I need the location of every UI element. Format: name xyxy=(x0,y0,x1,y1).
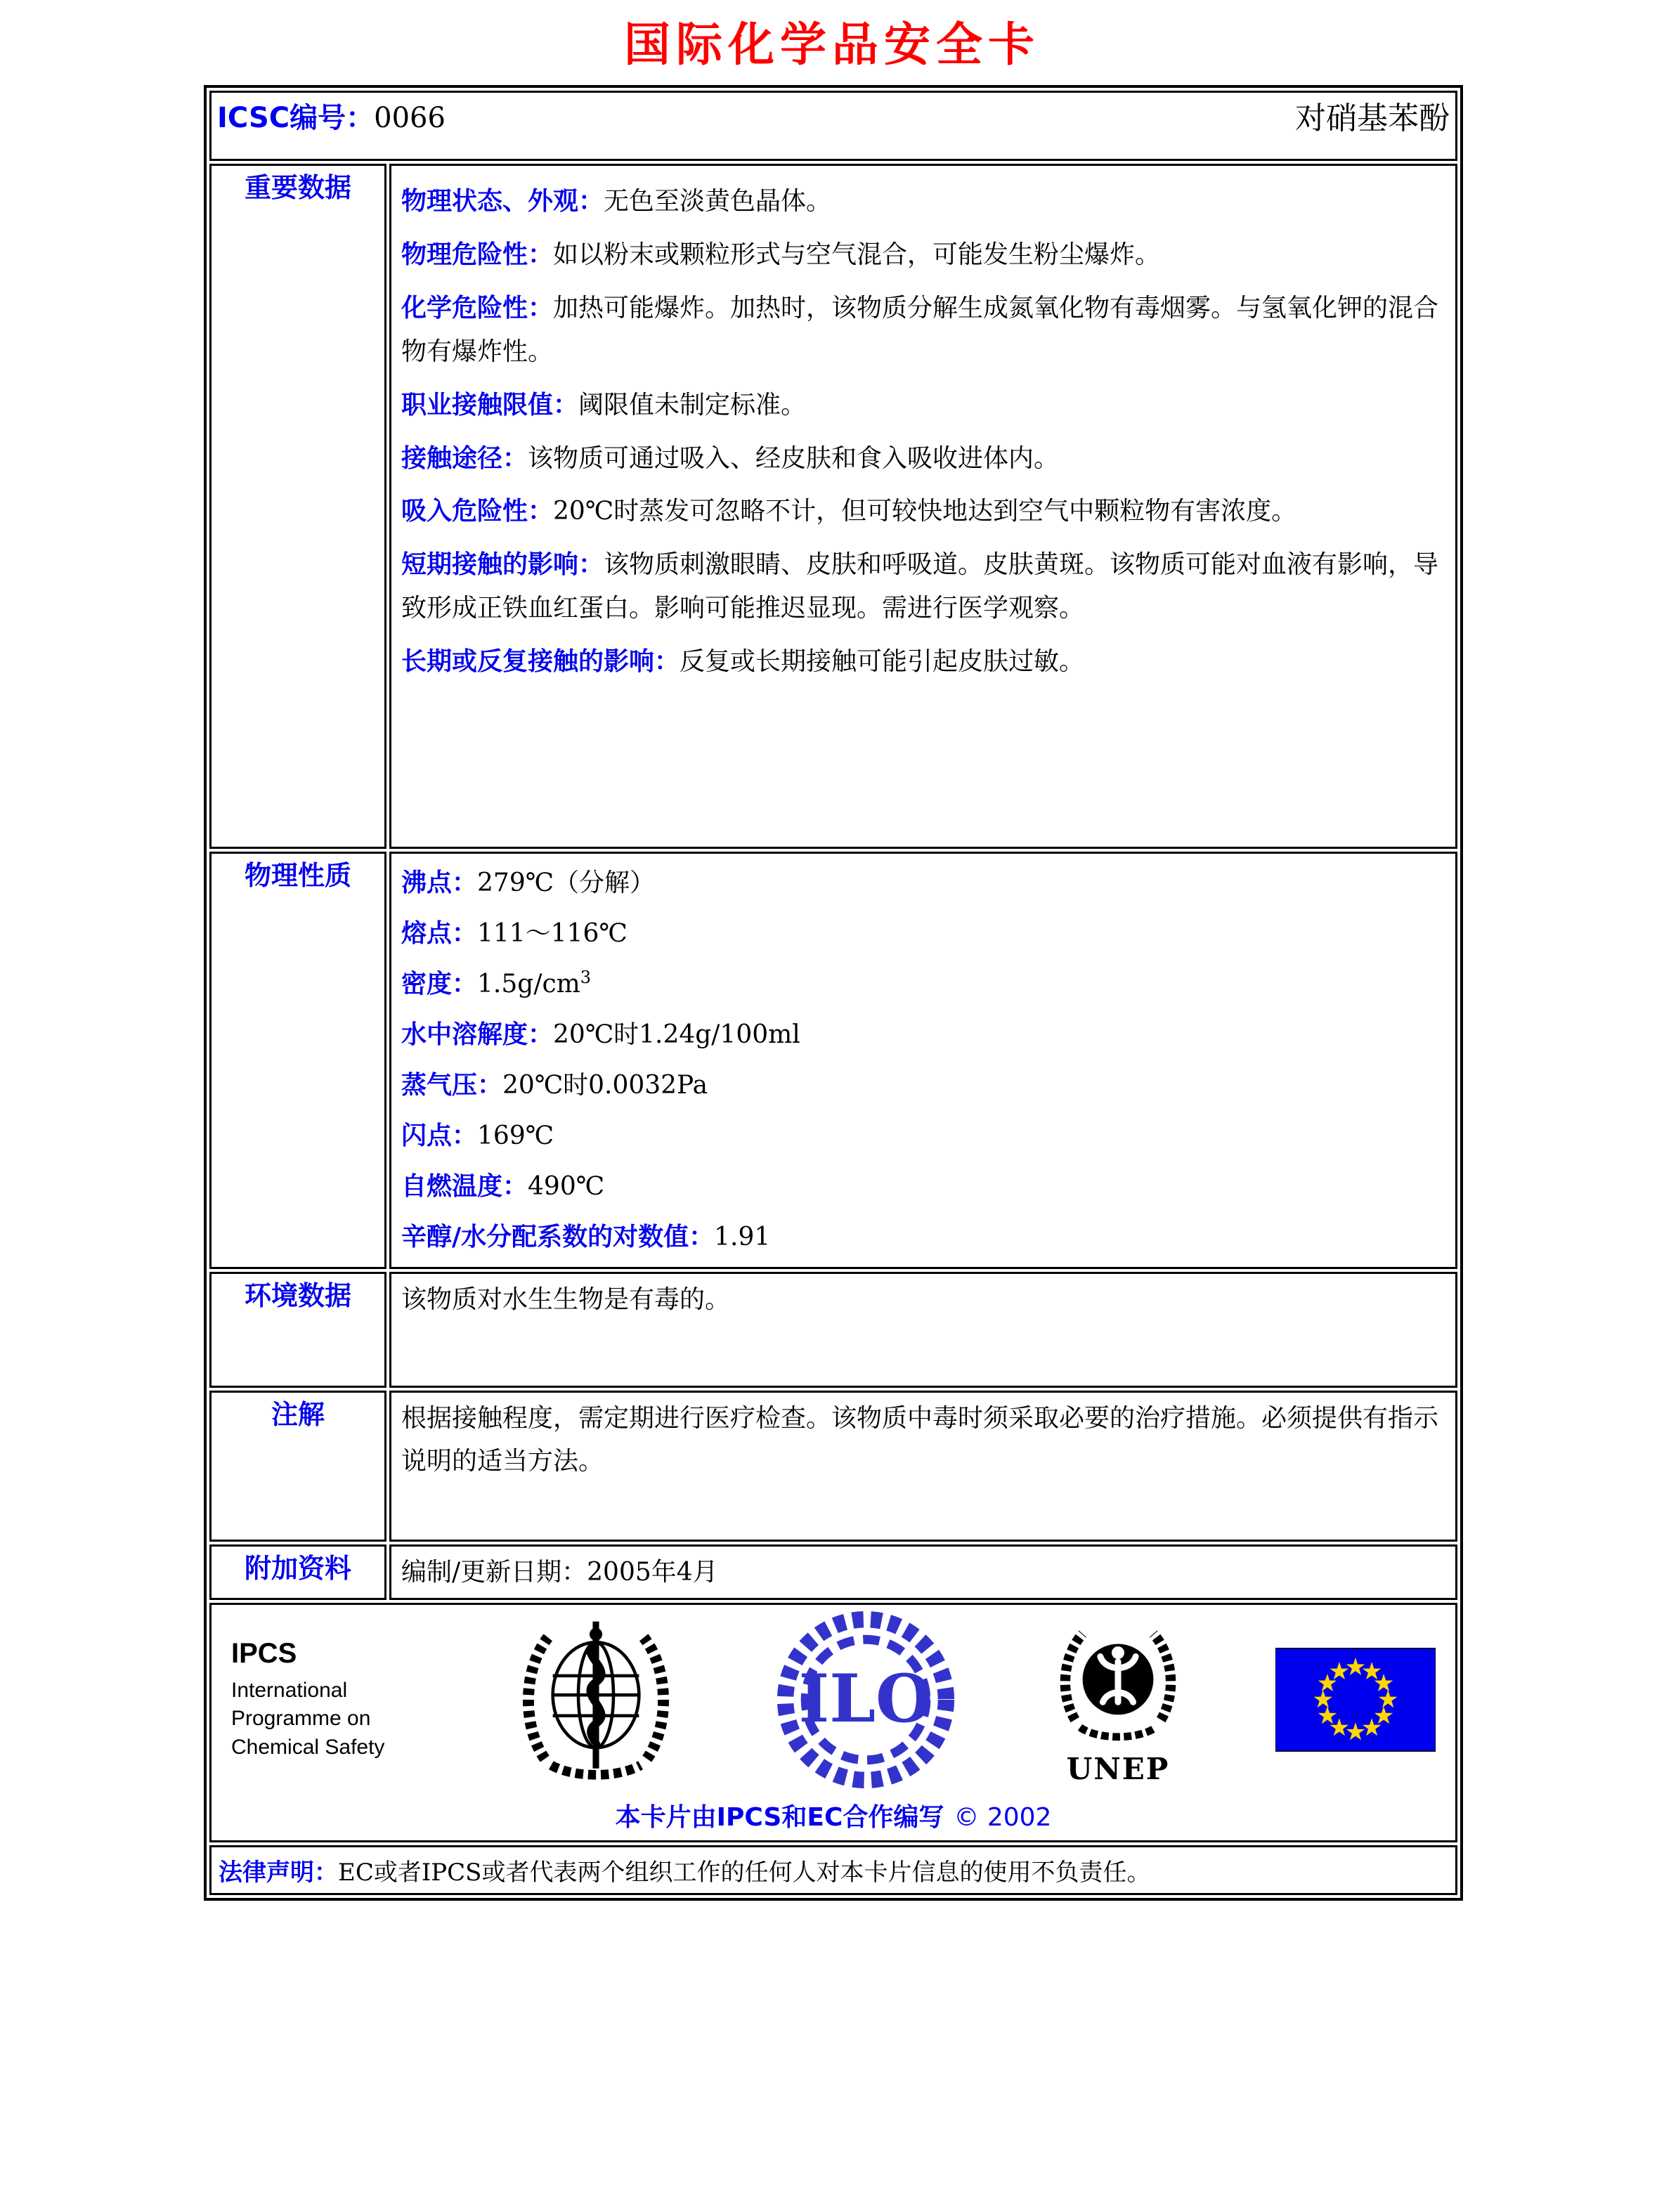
property-item xyxy=(401,1162,1445,1212)
ilo-logo xyxy=(771,1608,961,1791)
environmental-data-label: 环境数据 xyxy=(209,1272,386,1388)
item-text: 无色至淡黄色晶体。 xyxy=(604,187,832,216)
important-data-item xyxy=(401,640,1445,684)
property-item xyxy=(401,858,1445,909)
legal-text: EC或者IPCS或者代表两个组织工作的任何人对本卡片信息的使用不负责任。 xyxy=(338,1859,1151,1887)
header-row xyxy=(209,91,1457,161)
important-data-label: 重要数据 xyxy=(209,164,386,849)
unep-logo xyxy=(1055,1613,1181,1786)
physical-properties-content xyxy=(389,852,1457,1269)
important-data-item xyxy=(401,490,1445,533)
property-superscript: 3 xyxy=(580,968,592,987)
who-logo xyxy=(515,1612,677,1788)
property-label: 辛醇/水分配系数的对数值： xyxy=(401,1223,715,1251)
item-label: 长期或反复接触的影响： xyxy=(401,647,680,677)
property-label: 闪点： xyxy=(401,1121,478,1150)
property-label: 沸点： xyxy=(401,868,478,897)
important-data-row xyxy=(209,164,1457,849)
logos-row xyxy=(209,1603,1457,1842)
item-text: 反复或长期接触可能引起皮肤过敏。 xyxy=(680,647,1085,677)
additional-info-label: 附加资料 xyxy=(209,1544,386,1600)
item-label: 吸入危险性： xyxy=(401,497,554,526)
important-data-item xyxy=(401,233,1445,277)
item-label: 短期接触的影响： xyxy=(401,550,604,580)
important-data-item xyxy=(401,287,1445,374)
ipcs-line-2: Programme on xyxy=(231,1707,371,1731)
item-text: 20℃时蒸发可忽略不计，但可较快地达到空气中颗粒物有害浓度。 xyxy=(553,497,1297,526)
important-data-item xyxy=(401,437,1445,481)
property-value: 1.5g/cm xyxy=(477,970,580,998)
caption-text: 本卡片由IPCS和EC合作编写 xyxy=(615,1803,944,1833)
property-value: 169℃ xyxy=(477,1121,554,1150)
property-value: 20℃时1.24g/100ml xyxy=(553,1020,800,1049)
property-item xyxy=(401,909,1445,959)
page-title: 国际化学品安全卡 xyxy=(624,17,1040,72)
item-label: 物理危险性： xyxy=(401,240,554,269)
ipcs-text-block xyxy=(231,1638,421,1762)
chemical-name: 对硝基苯酚 xyxy=(1295,100,1450,136)
safety-card-table xyxy=(204,85,1463,1901)
property-item xyxy=(401,1010,1445,1060)
physical-properties-label: 物理性质 xyxy=(209,852,386,1269)
item-text: 加热可能爆炸。加热时，该物质分解生成氮氧化物有毒烟雾。与氢氧化钾的混合物有爆炸性。 xyxy=(401,293,1439,366)
property-item xyxy=(401,1212,1445,1263)
ipcs-line-1: International xyxy=(231,1678,348,1702)
icsc-number-value: 0066 xyxy=(374,101,446,134)
property-item xyxy=(401,1060,1445,1111)
property-item xyxy=(401,959,1445,1010)
important-data-item xyxy=(401,384,1445,427)
item-text: 阈限值未制定标准。 xyxy=(578,390,807,419)
property-value: 279℃（分解） xyxy=(477,868,656,897)
item-text: 如以粉末或颗粒形式与空气混合，可能发生粉尘爆炸。 xyxy=(553,240,1161,269)
item-text: 该物质可通过吸入、经皮肤和食入吸收进体内。 xyxy=(528,443,1060,473)
important-data-item xyxy=(401,180,1445,223)
item-label: 职业接触限值： xyxy=(401,390,579,419)
item-label: 接触途径： xyxy=(401,443,528,473)
property-value: 111～116℃ xyxy=(477,919,628,948)
additional-info-row xyxy=(209,1544,1457,1600)
item-label: 化学危险性： xyxy=(401,293,554,323)
property-value: 1.91 xyxy=(714,1223,771,1251)
notes-row xyxy=(209,1391,1457,1542)
important-data-item xyxy=(401,543,1445,630)
property-label: 水中溶解度： xyxy=(401,1020,554,1049)
property-value: 20℃时0.0032Pa xyxy=(502,1071,708,1100)
legal-row xyxy=(209,1845,1457,1895)
ipcs-line-3: Chemical Safety xyxy=(231,1735,385,1759)
svg-text:ILO: ILO xyxy=(798,1660,933,1738)
environmental-data-content: 该物质对水生生物是有毒的。 xyxy=(389,1272,1457,1388)
unep-wordmark: UNEP xyxy=(1066,1752,1170,1787)
eu-flag xyxy=(1275,1648,1436,1752)
additional-info-content: 编制/更新日期：2005年4月 xyxy=(389,1544,1457,1600)
important-data-content xyxy=(389,164,1457,849)
physical-properties-row xyxy=(209,852,1457,1269)
caption-copyright: © 2002 xyxy=(954,1803,1052,1833)
property-item xyxy=(401,1111,1445,1162)
item-label: 物理状态、外观： xyxy=(401,187,604,216)
property-label: 蒸气压： xyxy=(401,1071,503,1100)
ipcs-acronym: IPCS xyxy=(231,1637,297,1669)
property-value: 490℃ xyxy=(528,1172,604,1201)
notes-content: 根据接触程度，需定期进行医疗检查。该物质中毒时须采取必要的治疗措施。必须提供有指示说明的适当方法。 xyxy=(389,1391,1457,1542)
icsc-number-label: ICSC编号： xyxy=(217,101,375,134)
item-text: 该物质刺激眼睛、皮肤和呼吸道。皮肤黄斑。该物质可能对血液有影响，导致形成正铁血红蛋白。影响可能推迟显现。需进行医学观察。 xyxy=(401,550,1439,623)
icsc-number-group xyxy=(217,96,446,136)
logos-caption xyxy=(224,1797,1443,1833)
property-label: 密度： xyxy=(401,970,478,998)
environmental-data-row xyxy=(209,1272,1457,1388)
property-label: 自燃温度： xyxy=(401,1172,528,1201)
notes-label: 注解 xyxy=(209,1391,386,1542)
property-label: 熔点： xyxy=(401,919,478,948)
legal-label: 法律声明： xyxy=(219,1859,338,1887)
